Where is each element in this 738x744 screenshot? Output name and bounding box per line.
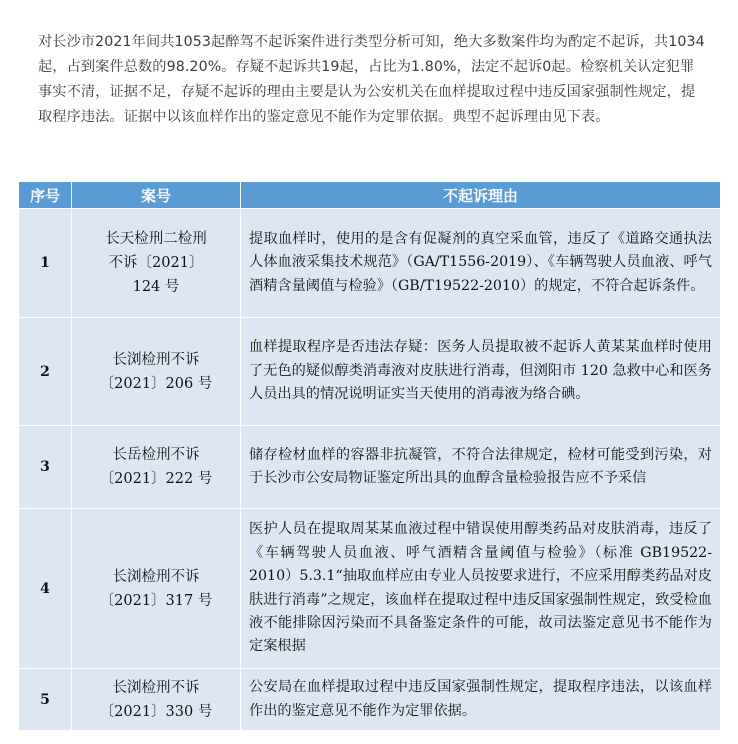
case-number-line: 长浏检刑不诉 [112, 679, 200, 696]
case-number-line: 长浏检刑不诉 [112, 351, 200, 368]
case-number-line: 124 号 [132, 279, 180, 295]
row-reason: 提取血样时，使用的是含有促凝剂的真空采血管，违反了《道路交通执法人体血液采集技术规范》（GA/T1556-2019）、《车辆驾驶人员血液、呼气酒精含量阈值与检验》（GB/T19522-2010）的规定，不符合起诉条件。 [241, 209, 721, 318]
row-index: 5 [19, 669, 72, 731]
table-row [19, 509, 721, 669]
table-row [19, 209, 721, 318]
row-case-number [72, 669, 241, 731]
row-reason: 储存检材血样的容器非抗凝管，不符合法律规定，检材可能受到污染，对于长沙市公安局物证鉴定所出具的血醇含量检验报告应不予采信 [241, 426, 721, 509]
case-number-line: 〔2021〕317 号 [99, 592, 213, 609]
intro-paragraph: 对长沙市2021年间共1053起醉驾不起诉案件进行类型分析可知，绝大多数案件均为酌定不起诉，共1034起，占到案件总数的98.20%。存疑不起诉共19起，占比为1.80%，法定不起诉0起。检察机关认定犯罪事实不清，证据不足，存疑不起诉的理由主要是认为公安机关在血样提取过程中违反国家强制性规定，提取程序违法。证据中以该血样作出的鉴定意见不能作为定罪依据。典型不起诉理由见下表。 [38, 34, 705, 125]
row-case-number [72, 426, 241, 509]
header-case-number: 案号 [72, 182, 241, 209]
case-table [18, 181, 721, 731]
row-index: 2 [19, 318, 72, 426]
case-number-line: 不诉〔2021〕 [108, 255, 204, 271]
table-row [19, 318, 721, 426]
case-number-line: 〔2021〕206 号 [99, 375, 213, 392]
row-reason: 医护人员在提取周某某血液过程中错误使用醇类药品对皮肤消毒，违反了《车辆驾驶人员血液、呼气酒精含量阈值与检验》（标准 GB19522-2010）5.3.1“抽取血样应由专业人员按要求进行，不应采用醇类药品对皮肤进行消毒”之规定，该血样在提取过程中违反国家强制性规定，致受检血液不能排除因污染而不具备鉴定条件的可能，故司法鉴定意见书不能作为定案根据 [241, 509, 721, 669]
row-case-number [72, 509, 241, 669]
case-number-line: 长天检刑二检刑 [105, 231, 207, 247]
row-index: 1 [19, 209, 72, 318]
row-case-number [72, 209, 241, 318]
case-number-line: 〔2021〕222 号 [99, 471, 213, 487]
table-header-row [19, 182, 721, 209]
row-index: 4 [19, 509, 72, 669]
header-reason: 不起诉理由 [241, 182, 721, 209]
case-number-line: 长浏检刑不诉 [112, 568, 200, 585]
table-row [19, 669, 721, 731]
row-case-number [72, 318, 241, 426]
header-index: 序号 [19, 182, 72, 209]
case-number-line: 〔2021〕330 号 [99, 703, 213, 720]
row-reason: 血样提取程序是否违法存疑：医务人员提取被不起诉人黄某某血样时使用了无色的疑似醇类消毒液对皮肤进行消毒，但浏阳市 120 急救中心和医务人员出具的情况说明证实当天使用的消毒液为络合碘。 [241, 318, 721, 426]
case-number-line: 长岳检刑不诉 [112, 447, 200, 463]
row-index: 3 [19, 426, 72, 509]
row-reason: 公安局在血样提取过程中违反国家强制性规定，提取程序违法，以该血样作出的鉴定意见不能作为定罪依据。 [241, 669, 721, 731]
table-row [19, 426, 721, 509]
